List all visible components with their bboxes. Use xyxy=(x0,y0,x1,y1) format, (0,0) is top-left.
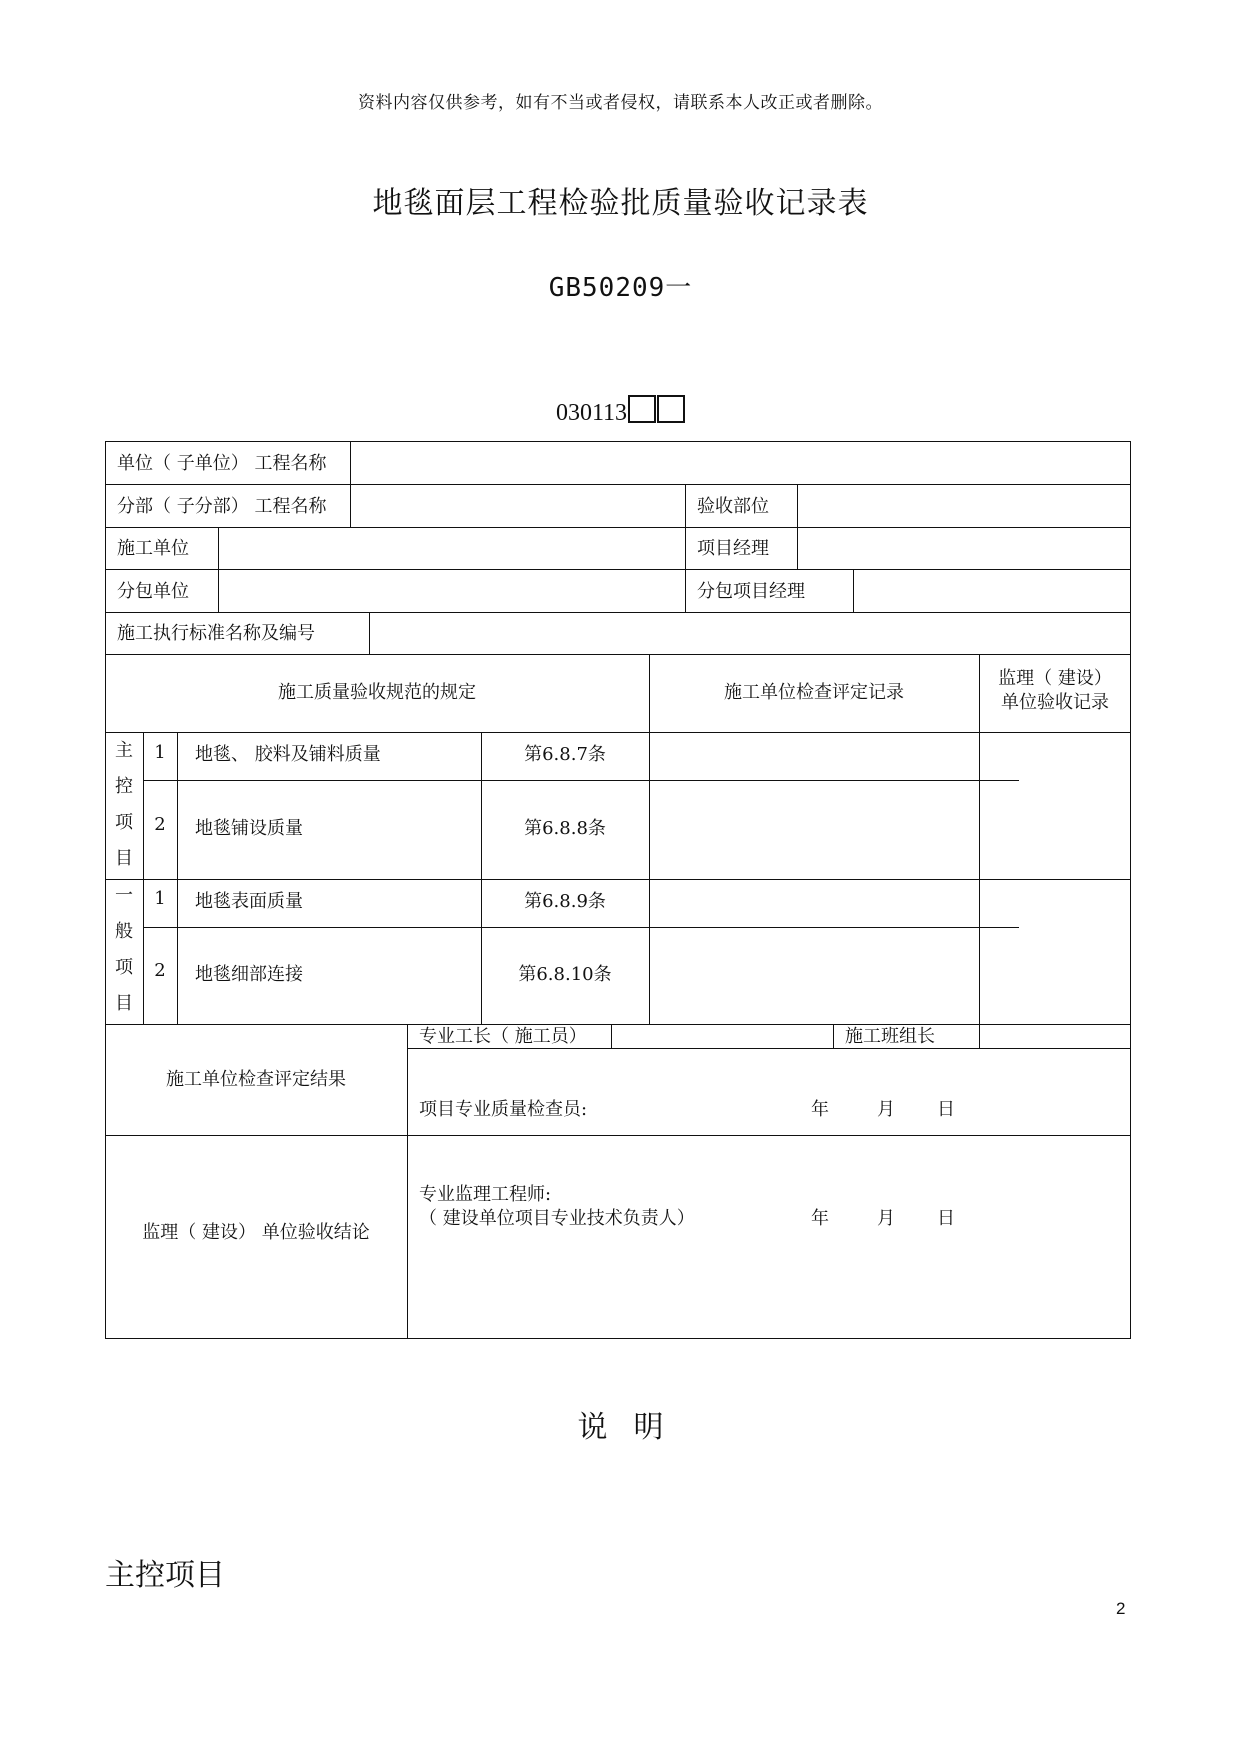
inspector-date-month: 月 xyxy=(877,1099,895,1120)
acceptance-part-label: 验收部位 xyxy=(697,496,769,517)
supervision-header xyxy=(979,667,1131,716)
standard-name-label: 施工执行标准名称及编号 xyxy=(117,623,315,644)
page-title: 地毯面层工程检验批质量验收记录表 xyxy=(372,186,869,221)
standard-number: GB50209一 xyxy=(548,273,693,303)
form-code xyxy=(0,395,1241,427)
subcontract-manager-label: 分包项目经理 xyxy=(697,581,805,602)
foreman-label: 专业工长（ 施工员） xyxy=(419,1026,587,1047)
construction-check-header: 施工单位检查评定记录 xyxy=(724,682,904,703)
subcontract-unit-label: 分包单位 xyxy=(117,581,189,602)
code-box-2[interactable] xyxy=(657,395,685,423)
inspector-label: 项目专业质量检查员: xyxy=(419,1099,588,1120)
main-item-1-name: 地毯、 胶料及铺料质量 xyxy=(195,744,381,765)
explanation-heading: 说明 xyxy=(577,1410,690,1445)
construction-result-label: 施工单位检查评定结果 xyxy=(166,1069,346,1090)
spec-header: 施工质量验收规范的规定 xyxy=(278,682,476,703)
inspection-record-table xyxy=(105,441,1131,1339)
supervisor-label-line2: （ 建设单位项目专业技术负责人） xyxy=(419,1208,695,1229)
project-manager-label: 项目经理 xyxy=(697,538,769,559)
supervisor-date-day: 日 xyxy=(937,1208,955,1229)
disclaimer-text: 资料内容仅供参考，如有不当或者侵权，请联系本人改正或者删除。 xyxy=(358,93,883,113)
page-number: 2 xyxy=(1116,1599,1126,1618)
general-item-1-clause: 第6.8.9条 xyxy=(524,891,606,912)
main-item-2-no: 2 xyxy=(154,814,166,835)
supervisor-date-month: 月 xyxy=(877,1208,895,1229)
team-leader-label: 施工班组长 xyxy=(845,1026,935,1047)
supervisor-label-line1: 专业监理工程师: xyxy=(419,1184,552,1205)
unit-project-name-label: 单位（ 子单位） 工程名称 xyxy=(117,453,327,474)
general-item-1-name: 地毯表面质量 xyxy=(195,891,303,912)
form-code-number: 030113 xyxy=(555,400,628,426)
general-group-label: 一 般 项 目 xyxy=(115,885,133,1014)
supervision-header-line2: 单位验收记录 xyxy=(1001,692,1109,714)
general-item-1-no: 1 xyxy=(154,888,166,909)
sub-project-name-label: 分部（ 子分部） 工程名称 xyxy=(117,496,327,517)
supervision-conclusion-label: 监理（ 建设） 单位验收结论 xyxy=(142,1222,370,1243)
main-item-2-clause: 第6.8.8条 xyxy=(524,818,606,839)
inspector-date-day: 日 xyxy=(937,1099,955,1120)
general-item-2-clause: 第6.8.10条 xyxy=(518,964,612,985)
general-item-2-no: 2 xyxy=(154,960,166,981)
main-items-heading: 主控项目 xyxy=(105,1558,225,1593)
main-item-2-name: 地毯铺设质量 xyxy=(195,818,303,839)
main-item-1-no: 1 xyxy=(154,742,166,763)
main-item-1-clause: 第6.8.7条 xyxy=(524,744,606,765)
code-box-1[interactable] xyxy=(628,395,656,423)
supervision-header-line1: 监理（ 建设） xyxy=(998,668,1112,689)
construction-unit-label: 施工单位 xyxy=(117,538,189,559)
main-control-group-label: 主 控 项 目 xyxy=(115,740,133,869)
general-item-2-name: 地毯细部连接 xyxy=(195,964,303,985)
inspector-date-year: 年 xyxy=(811,1099,829,1120)
supervisor-date-year: 年 xyxy=(811,1208,829,1229)
